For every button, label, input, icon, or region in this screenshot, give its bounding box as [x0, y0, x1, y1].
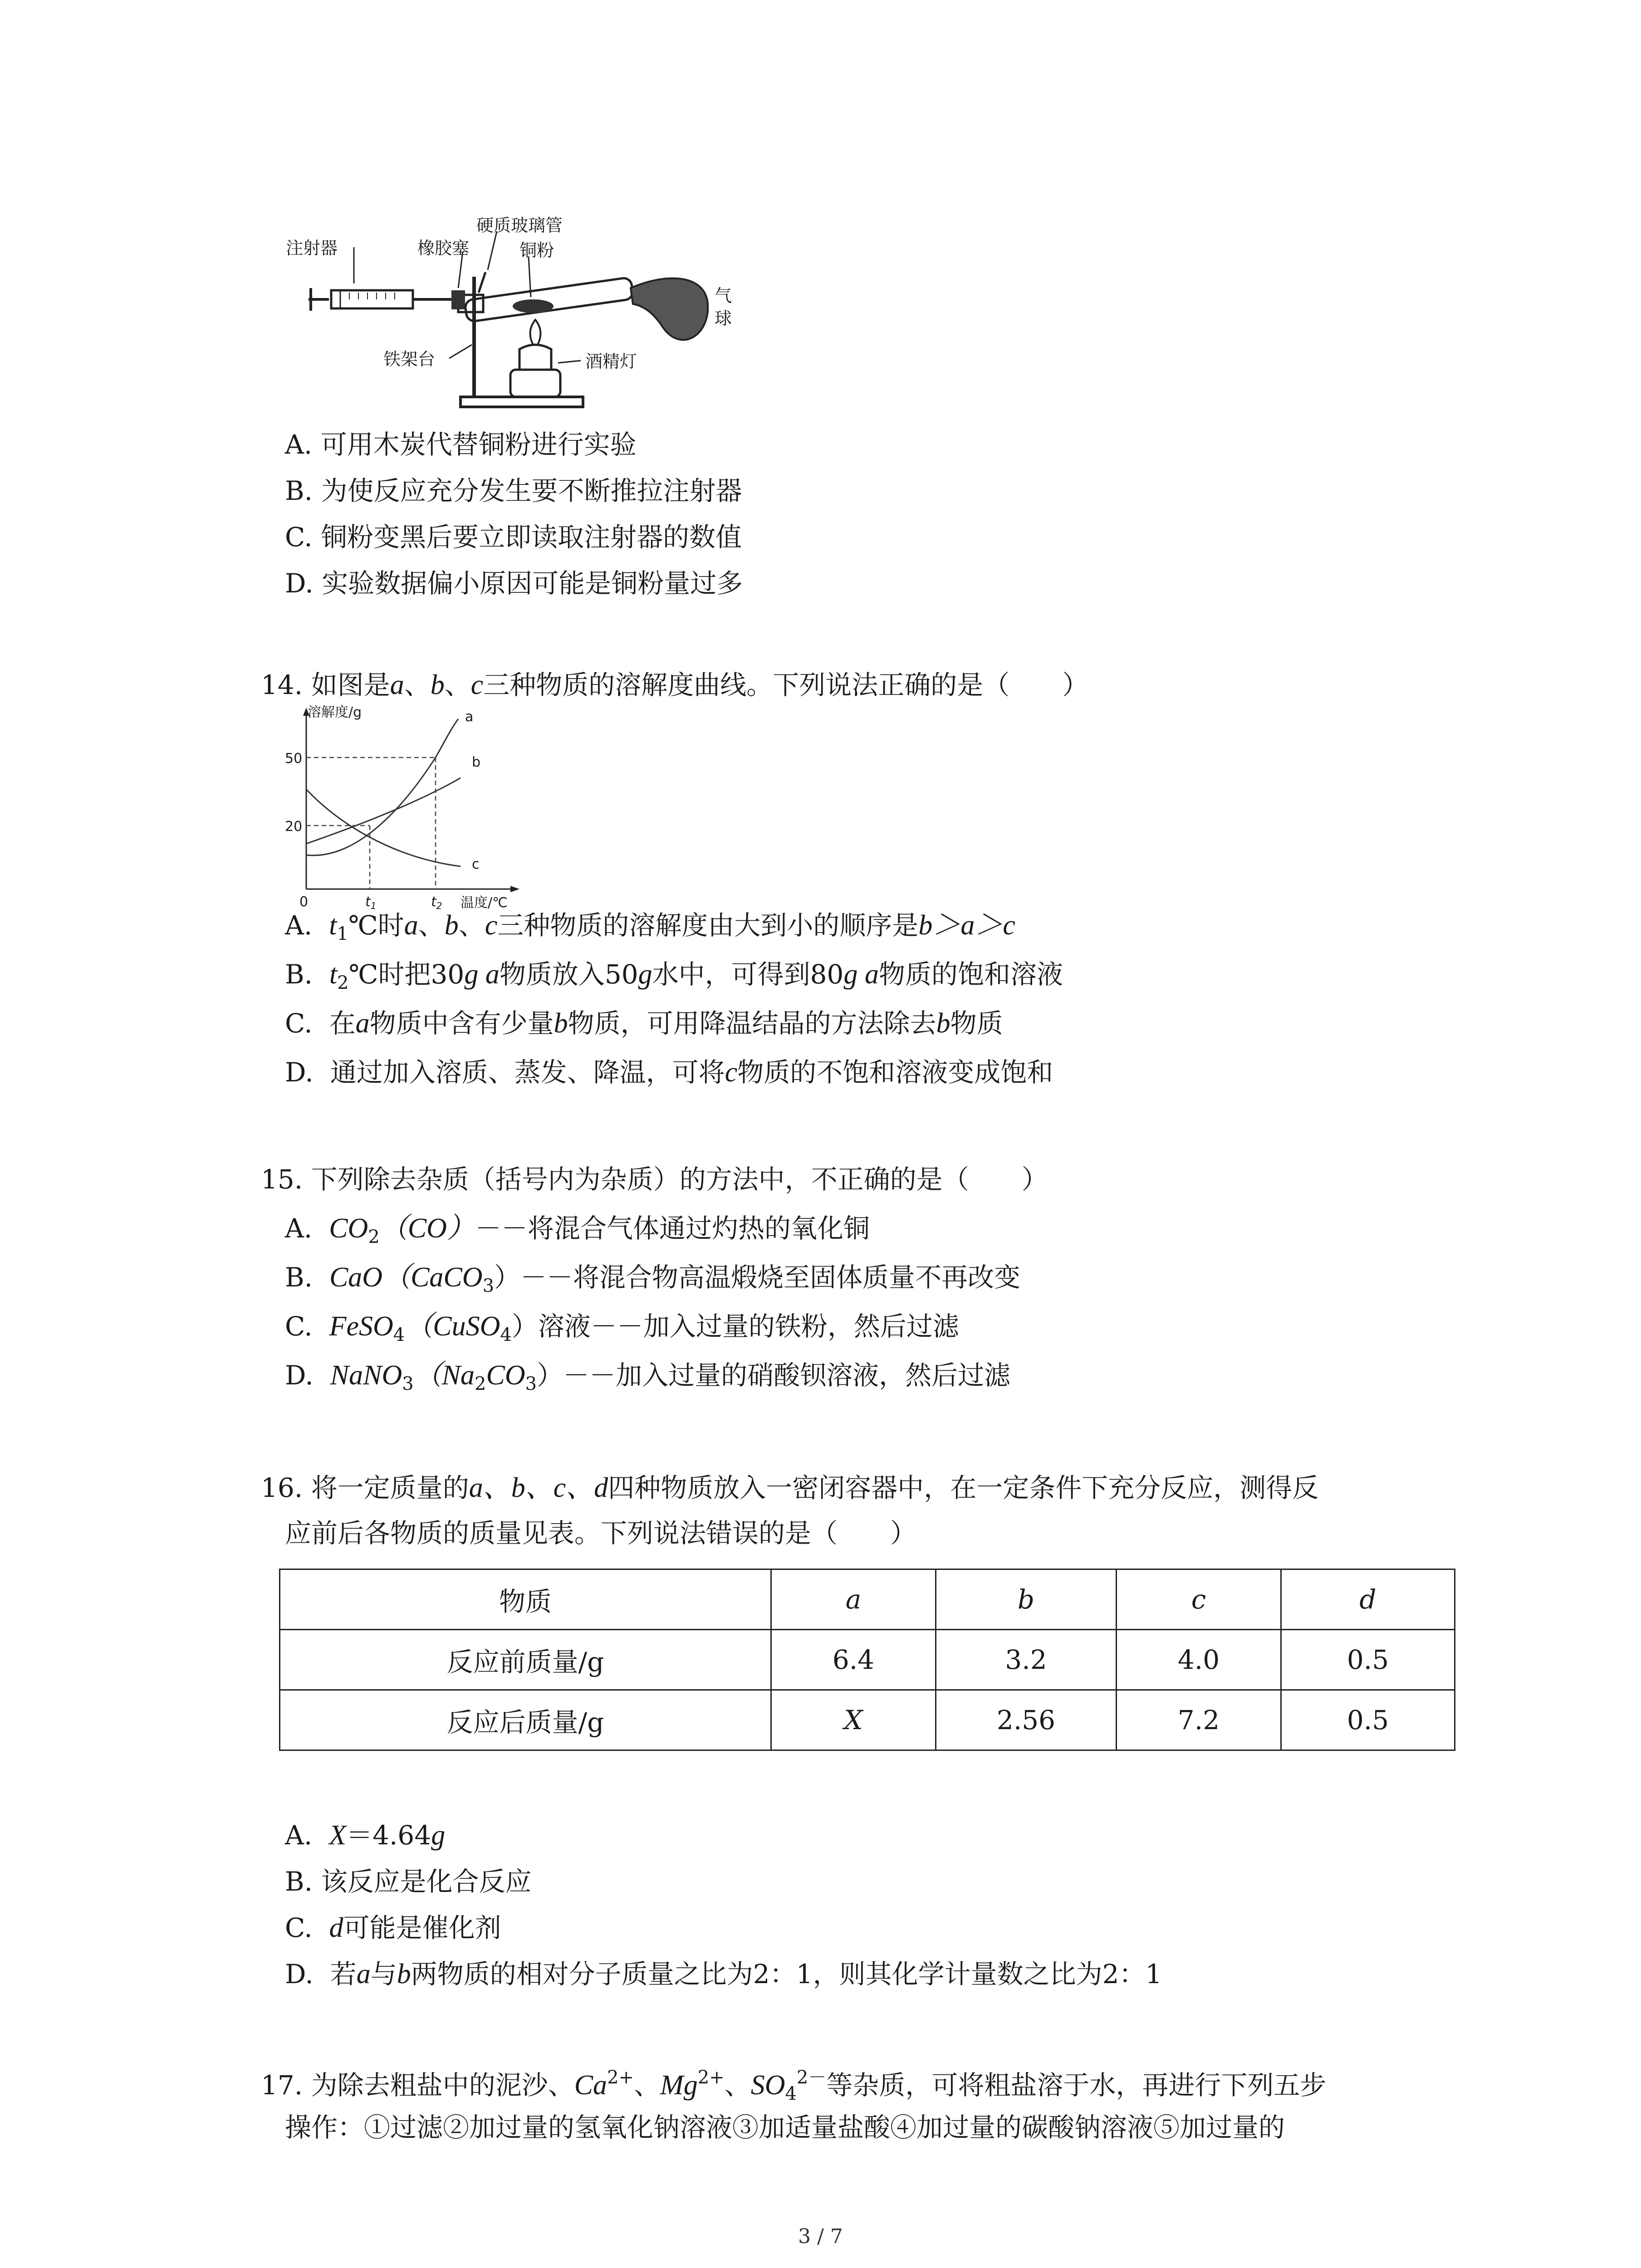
chart-series-b: b — [472, 754, 481, 770]
option-text: 溶液－－加入过量的铁粉，然后过滤 — [538, 1311, 959, 1342]
option-text: 物质放入50 — [499, 959, 638, 990]
option-letter: A. — [285, 1820, 313, 1851]
label-alcohol-lamp: 酒精灯 — [585, 352, 637, 371]
chart-ylabel: 溶解度/g — [308, 704, 362, 720]
option-letter: C. — [285, 1311, 313, 1342]
q14-var: b — [430, 670, 445, 700]
option-letter: C. — [285, 1008, 313, 1039]
option-text: 两物质的相对分子质量之比为2：1，则其化学计量数之比为2：1 — [411, 1959, 1162, 1989]
label-copper-powder: 铜粉 — [519, 240, 554, 260]
superscript: 2+ — [607, 2067, 634, 2088]
table-row — [280, 1690, 1455, 1750]
var: g a — [464, 959, 500, 990]
subscript: 3 — [525, 1374, 537, 1394]
q17-stem-line1 — [261, 2059, 1326, 2112]
table-header-row — [280, 1569, 1455, 1630]
option-text: ＝4.64 — [346, 1820, 431, 1851]
var-order: b＞a＞c — [918, 910, 1015, 941]
q16-option-a — [285, 1817, 445, 1853]
formula: （CuSO — [405, 1311, 500, 1342]
chart-xlabel: 温度/℃ — [460, 895, 508, 911]
option-text: 与 — [370, 1959, 397, 1989]
q16-option-d — [285, 1956, 1162, 1992]
q13-option-b: B. 为使反应充分发生要不断推拉注射器 — [285, 475, 742, 506]
formula: ） — [494, 1262, 521, 1293]
label-hard-glass-tube: 硬质玻璃管 — [476, 215, 563, 235]
table-cell: 7.2 — [1117, 1690, 1281, 1750]
table-cell: 0.5 — [1281, 1630, 1455, 1690]
label-balloon-2: 球 — [715, 308, 732, 328]
q16-number: 16. — [261, 1472, 303, 1503]
chart-series-c: c — [472, 856, 480, 872]
var: b — [554, 1008, 568, 1039]
var-t: t — [329, 910, 337, 941]
table-header: 物质 — [280, 1569, 771, 1630]
q15-option-c — [285, 1308, 959, 1353]
option-text: 物质的饱和溶液 — [878, 959, 1063, 990]
sep: 、 — [634, 2070, 661, 2101]
q16-stem-line2: 应前后各物质的质量见表。下列说法错误的是（ ） — [285, 1518, 917, 1549]
var: b — [444, 910, 459, 941]
q14-stem-text: 如图是 — [311, 670, 390, 700]
q16-stem-text: 四种物质放入一密闭容器中，在一定条件下充分反应，测得反 — [608, 1472, 1319, 1503]
table-header: c — [1117, 1569, 1281, 1630]
subscript: 4 — [500, 1325, 512, 1345]
option-text: 若 — [330, 1959, 357, 1989]
q16-table — [279, 1569, 1455, 1751]
chart-xtick-t1: $t_1$ — [365, 894, 377, 911]
q14-var: a — [390, 670, 404, 700]
table-header: d — [1281, 1569, 1455, 1630]
q15-option-a — [285, 1210, 870, 1255]
label-syringe: 注射器 — [286, 238, 338, 258]
q17-stem-line2: 操作：①过滤②加过量的氢氧化钠溶液③加适量盐酸④加过量的碳酸钠溶液⑤加过量的 — [285, 2112, 1285, 2143]
q17-stem-text: 为除去粗盐中的泥沙、 — [311, 2070, 574, 2101]
q15-stem-text: 下列除去杂质（括号内为杂质）的方法中，不正确的是（ ） — [311, 1164, 1048, 1195]
formula: CO — [486, 1360, 525, 1391]
q13-option-a: A. 可用木炭代替铜粉进行实验 — [285, 429, 637, 460]
q14-var: c — [470, 670, 484, 700]
table-cell: 反应前质量/g — [280, 1630, 771, 1690]
chart-series-a: a — [465, 709, 474, 725]
sep: 、 — [458, 910, 485, 941]
formula: （CO） — [379, 1213, 475, 1244]
var: a — [356, 1959, 371, 1989]
formula: FeSO — [329, 1311, 393, 1342]
subscript: 3 — [402, 1374, 414, 1394]
option-letter: A. — [285, 910, 313, 941]
var: X — [329, 1820, 347, 1851]
subscript: 3 — [482, 1276, 495, 1296]
formula: ） — [511, 1311, 538, 1342]
option-text: 物质 — [950, 1008, 1003, 1039]
formula: NaNO — [330, 1360, 402, 1391]
var: d — [329, 1912, 343, 1943]
subscript: 1 — [337, 924, 348, 944]
table-row — [280, 1630, 1455, 1690]
label-balloon-1: 气 — [715, 286, 732, 306]
ion: Mg — [660, 2070, 698, 2101]
subscript: 4 — [785, 2083, 797, 2104]
var: c — [485, 910, 498, 941]
q16-stem-line1 — [261, 1470, 1318, 1506]
q14-option-d — [285, 1054, 1053, 1090]
table-cell: 4.0 — [1117, 1630, 1281, 1690]
superscript: 2－ — [796, 2067, 827, 2088]
q14-option-b — [285, 956, 1063, 1001]
option-letter: A. — [285, 1213, 313, 1244]
q14-option-c — [285, 1005, 1003, 1041]
var: b — [397, 1959, 411, 1989]
q13-option-c: C. 铜粉变黑后要立即读取注射器的数值 — [285, 522, 742, 552]
q17-number: 17. — [261, 2070, 303, 2101]
var: b — [936, 1008, 950, 1039]
option-text: ℃时把30 — [348, 959, 465, 990]
label-iron-stand: 铁架台 — [383, 349, 436, 369]
var: a — [404, 910, 418, 941]
apparatus-figure — [272, 213, 732, 417]
sep: 、 — [724, 2070, 751, 2101]
subscript: 2 — [337, 973, 349, 993]
q15-stem — [261, 1161, 1048, 1198]
subscript: 4 — [393, 1325, 405, 1345]
option-text: 物质，可用降温结晶的方法除去 — [568, 1008, 936, 1039]
q13-option-d: D. 实验数据偏小原因可能是铜粉量过多 — [285, 568, 743, 599]
q16-option-c — [285, 1910, 501, 1946]
formula: （CaCO — [382, 1262, 483, 1293]
q14-number: 14. — [261, 670, 303, 700]
option-text: 水中，可得到80 — [652, 959, 844, 990]
q15-option-b — [285, 1259, 1020, 1304]
chart-origin: 0 — [299, 894, 309, 910]
q16-stem-text: 将一定质量的 — [311, 1472, 469, 1503]
q14-option-a — [285, 907, 1015, 952]
q14-stem-text: 三种物质的溶解度曲线。下列说法正确的是（ ） — [483, 670, 1089, 700]
ion: SO — [750, 2070, 785, 2101]
q15-number: 15. — [261, 1164, 303, 1195]
var: c — [725, 1057, 738, 1088]
q16-vars: a、b、c、d — [469, 1472, 608, 1503]
var: g — [431, 1820, 446, 1851]
formula: CaO — [329, 1262, 383, 1293]
option-text: 物质中含有少量 — [369, 1008, 554, 1039]
formula: （Na — [413, 1360, 475, 1391]
formula: CO — [329, 1213, 368, 1244]
q14-sep: 、 — [444, 670, 471, 700]
option-text: ℃时 — [348, 910, 404, 941]
option-text: 物质的不饱和溶液变成饱和 — [737, 1057, 1053, 1088]
table-header: a — [771, 1569, 936, 1630]
option-text: 可能是催化剂 — [343, 1912, 501, 1943]
ion: Ca — [574, 2070, 607, 2101]
sep: 、 — [418, 910, 445, 941]
option-text: 通过加入溶质、蒸发、降温，可将 — [330, 1057, 725, 1088]
solubility-chart — [281, 703, 535, 912]
label-rubber-stopper: 橡胶塞 — [417, 238, 470, 258]
q15-option-d — [285, 1357, 1010, 1402]
subscript: 2 — [368, 1227, 380, 1247]
option-letter: D. — [285, 1959, 314, 1989]
subscript: 2 — [475, 1374, 486, 1394]
option-letter: D. — [285, 1360, 314, 1391]
formula: ） — [537, 1360, 563, 1391]
option-letter: B. — [285, 1262, 313, 1293]
table-cell: 3.2 — [936, 1630, 1117, 1690]
table-cell: X — [771, 1690, 936, 1750]
var-t: t — [329, 959, 338, 990]
var: a — [355, 1008, 370, 1039]
option-letter: B. — [285, 959, 313, 990]
option-text: －－加入过量的硝酸钡溶液，然后过滤 — [563, 1360, 1011, 1391]
q17-stem-text: 等杂质，可将粗盐溶于水，再进行下列五步 — [826, 2070, 1327, 2101]
table-header: b — [936, 1569, 1117, 1630]
option-text: －－将混合气体通过灼热的氧化铜 — [475, 1213, 870, 1244]
q14-sep: 、 — [404, 670, 431, 700]
q16-option-b: B. 该反应是化合反应 — [285, 1866, 532, 1897]
q14-stem — [261, 667, 1088, 703]
superscript: 2+ — [697, 2067, 725, 2088]
table-cell: 6.4 — [771, 1630, 936, 1690]
option-text: 在 — [329, 1008, 356, 1039]
var: g a — [843, 959, 879, 990]
table-cell: 0.5 — [1281, 1690, 1455, 1750]
var: g — [638, 959, 652, 990]
chart-ytick-50: 50 — [285, 751, 303, 767]
option-text: 三种物质的溶解度由大到小的顺序是 — [497, 910, 919, 941]
chart-xtick-t2: $t_2$ — [431, 894, 442, 911]
table-cell: 2.56 — [936, 1690, 1117, 1750]
page-number: 3 / 7 — [798, 2225, 843, 2248]
chart-ytick-20: 20 — [285, 819, 303, 835]
option-letter: C. — [285, 1912, 313, 1943]
table-cell: 反应后质量/g — [280, 1690, 771, 1750]
option-text: －－将混合物高温煅烧至固体质量不再改变 — [520, 1262, 1021, 1293]
option-letter: D. — [285, 1057, 314, 1088]
